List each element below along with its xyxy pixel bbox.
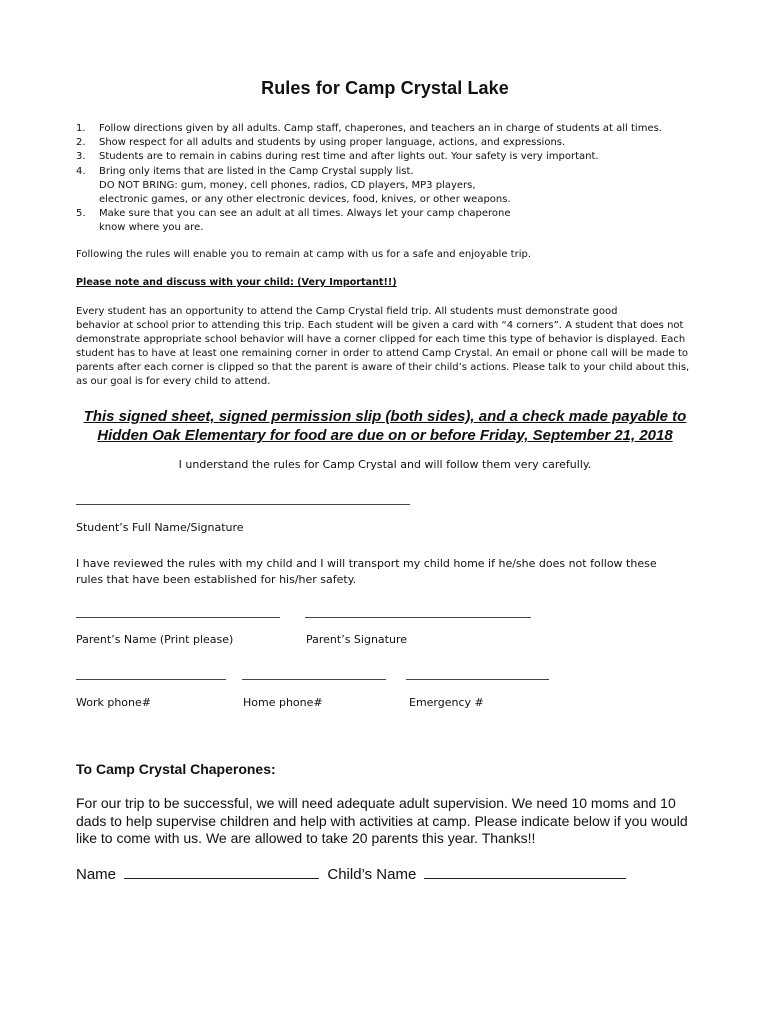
list-item	[76, 136, 696, 150]
student-signature-line[interactable]	[76, 504, 410, 505]
note-heading: Please note and discuss with your child: (Very Important!!)	[76, 277, 397, 288]
parent-name-line[interactable]	[76, 617, 280, 618]
parent-signature-line[interactable]	[305, 617, 531, 618]
paragraph-line: rules that have been established for his/her safety.	[76, 573, 357, 586]
rules-list	[76, 122, 696, 236]
list-item	[76, 165, 696, 179]
paragraph-line: as our goal is for every child to attend.	[76, 375, 271, 387]
chaperone-name-row	[76, 866, 630, 883]
list-item	[76, 221, 696, 235]
chaperone-paragraph	[76, 795, 716, 848]
chaperone-heading: To Camp Crystal Chaperones:	[76, 761, 276, 777]
rule-number	[76, 221, 99, 235]
paragraph-line: parents after each corner is clipped so that the parent is aware of their child’s actions. Please talk to your child about this,	[76, 361, 690, 373]
rule-number	[76, 179, 99, 193]
following-rules-text: Following the rules will enable you to remain at camp with us for a safe and enjoyable trip.	[76, 249, 531, 260]
rule-text: Make sure that you can see an adult at all times. Always let your camp chaperone	[99, 208, 511, 220]
parent-name-label: Parent’s Name (Print please)	[76, 633, 234, 646]
rule-text: DO NOT BRING: gum, money, cell phones, radios, CD players, MP3 players,	[99, 179, 476, 191]
list-item	[76, 193, 696, 207]
deadline-line: This signed sheet, signed permission slip (both sides), and a check made payable to	[83, 408, 687, 425]
rule-text: Bring only items that are listed in the Camp Crystal supply list.	[99, 165, 414, 177]
paragraph-line: dads to help supervise children and help with activities at camp. Please indicate below if you would	[76, 812, 688, 829]
paragraph-line: student has to have at least one remaining corner in order to attend Camp Crystal. An email or phone call will be made to	[76, 347, 689, 359]
rule-number: 4.	[76, 165, 86, 177]
rule-text: Show respect for all adults and students by using proper language, actions, and expressions.	[99, 137, 566, 149]
rule-number	[76, 193, 99, 207]
list-item	[76, 150, 696, 164]
name-label: Name	[76, 866, 117, 883]
deadline-notice	[0, 407, 770, 445]
emergency-phone-label: Emergency #	[409, 696, 484, 709]
deadline-line: Hidden Oak Elementary for food are due on or before Friday, September 21, 2018	[97, 427, 673, 444]
rule-text: Students are to remain in cabins during rest time and after lights out. Your safety is very important.	[99, 151, 599, 163]
understand-statement: I understand the rules for Camp Crystal and will follow them very carefully.	[178, 458, 592, 471]
rule-number: 2.	[76, 137, 86, 149]
list-item	[76, 122, 696, 136]
work-phone-line[interactable]	[76, 679, 226, 680]
paragraph-line: like to come with us. We are allowed to take 20 parents this year. Thanks!!	[76, 830, 536, 846]
emergency-phone-line[interactable]	[406, 679, 549, 680]
rule-number: 5.	[76, 208, 86, 220]
behavior-paragraph	[76, 305, 696, 388]
parent-signature-label: Parent’s Signature	[306, 633, 408, 646]
parent-review-statement	[76, 556, 696, 588]
paragraph-line: I have reviewed the rules with my child and I will transport my child home if he/she does not follow these	[76, 557, 657, 570]
work-phone-label: Work phone#	[76, 696, 151, 709]
home-phone-label: Home phone#	[243, 696, 323, 709]
paragraph-line: demonstrate appropriate school behavior will have a corner clipped for each time this type of behavior is displayed. Each	[76, 333, 686, 345]
rule-text: electronic games, or any other electronic devices, food, knives, or other weapons.	[99, 194, 511, 206]
rule-number: 3.	[76, 151, 86, 163]
home-phone-line[interactable]	[242, 679, 386, 680]
child-name-label: Child’s Name	[327, 866, 417, 883]
rule-text: Follow directions given by all adults. Camp staff, chaperones, and teachers an in charge of students at all times.	[99, 123, 662, 134]
list-item	[76, 207, 696, 221]
name-field-line[interactable]	[124, 866, 319, 879]
rule-text: know where you are.	[99, 222, 204, 234]
paragraph-line: behavior at school prior to attending this trip. Each student will be given a card with “4 corners”. A student that does not	[76, 319, 684, 331]
paragraph-line: For our trip to be successful, we will need adequate adult supervision. We need 10 moms and 10	[76, 795, 676, 811]
rule-number: 1.	[76, 123, 86, 134]
list-item	[76, 179, 696, 193]
student-signature-label: Student’s Full Name/Signature	[76, 521, 244, 534]
child-name-field-line[interactable]	[424, 866, 626, 879]
page-title: Rules for Camp Crystal Lake	[261, 78, 509, 98]
paragraph-line: Every student has an opportunity to attend the Camp Crystal field trip. All students must demonstrate good	[76, 306, 618, 317]
